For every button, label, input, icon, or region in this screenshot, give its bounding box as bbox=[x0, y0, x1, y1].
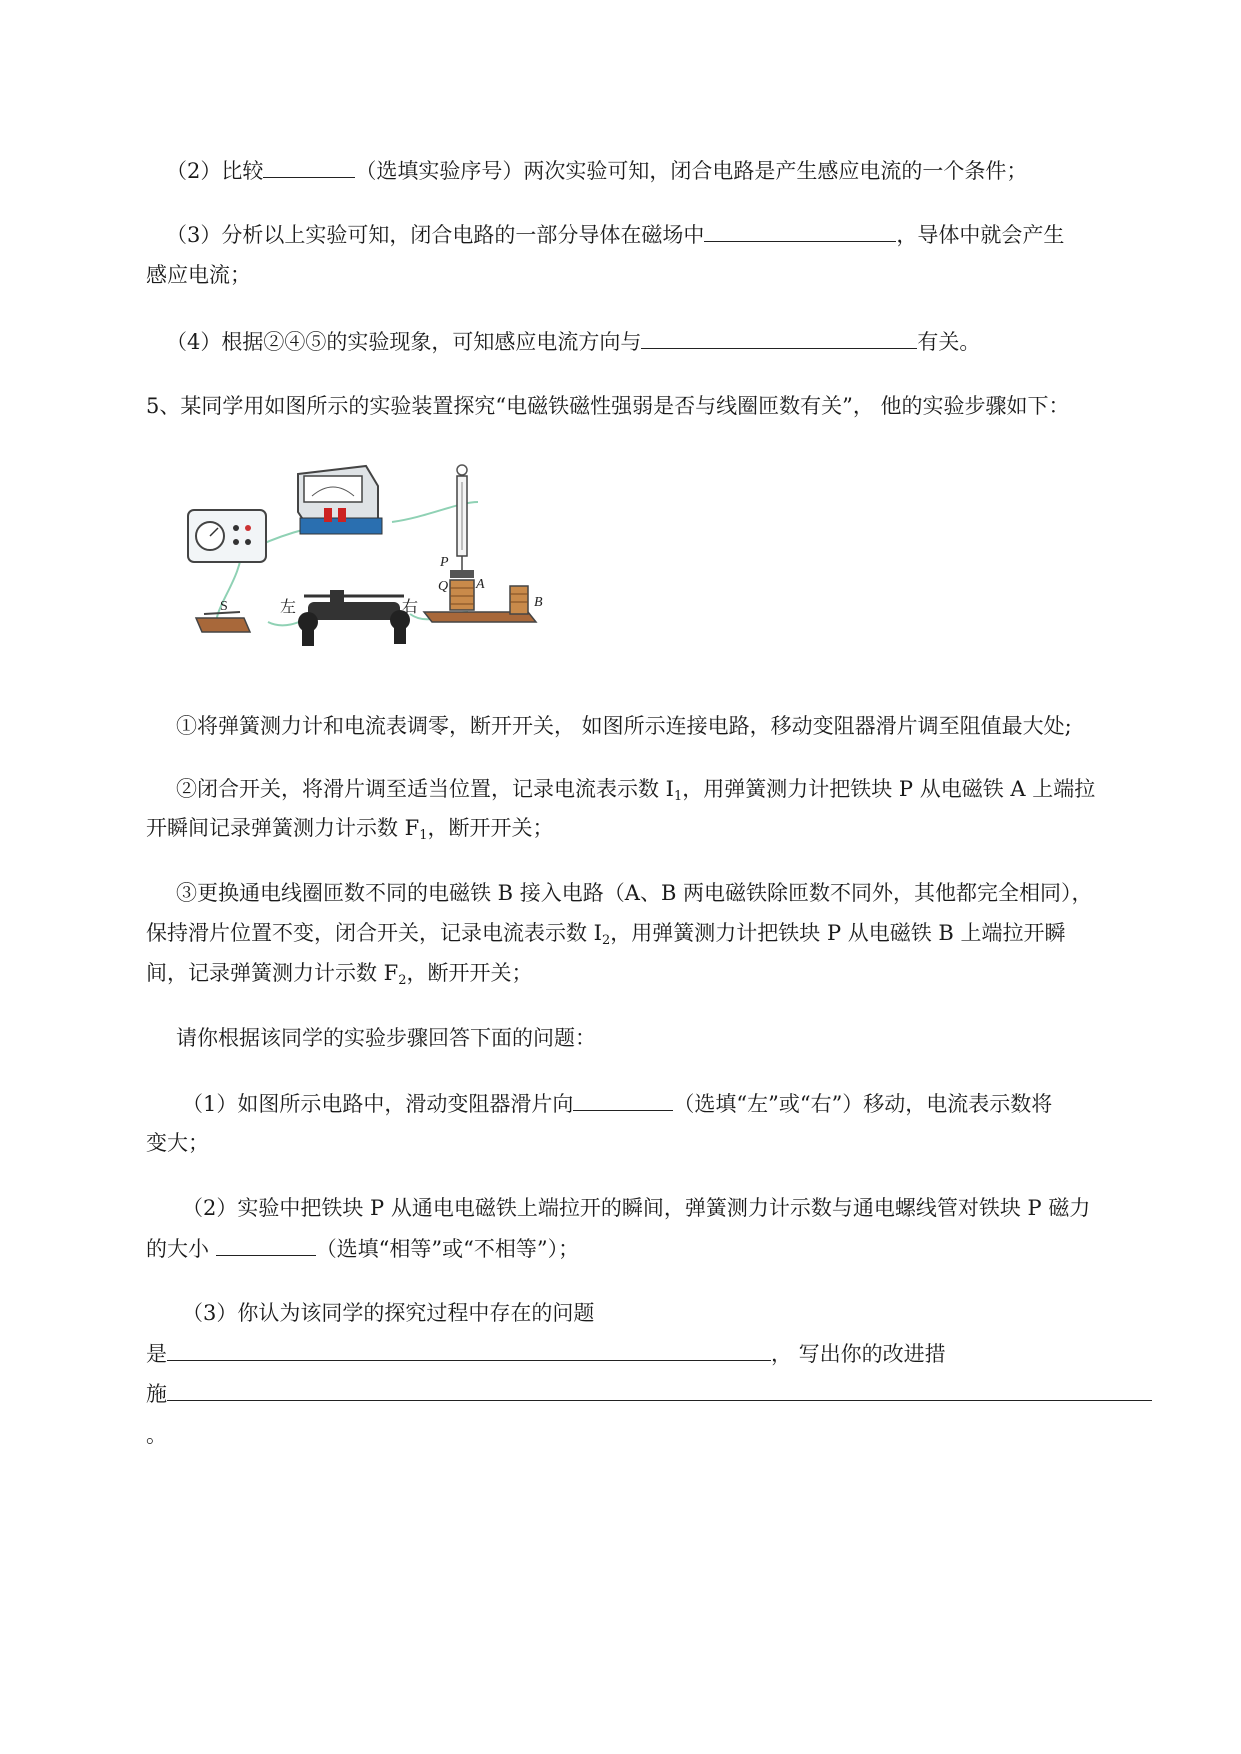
q5-answer1 bbox=[182, 1088, 1052, 1119]
q5-step2-line1 bbox=[176, 774, 1095, 812]
power-supply-icon bbox=[298, 466, 382, 534]
step2-text-c: 开瞬间记录弹簧测力计示数 F bbox=[146, 816, 420, 840]
q5-step3-line2 bbox=[146, 918, 1066, 956]
q5-step2-line2 bbox=[146, 813, 554, 851]
label-left: 左 bbox=[280, 599, 297, 616]
q4-part3-suffix: ，导体中就会产生 bbox=[896, 223, 1065, 247]
ammeter-icon bbox=[188, 510, 266, 562]
a2-prefix: 的大小 bbox=[146, 1237, 216, 1261]
electromagnet-b-icon bbox=[510, 586, 528, 614]
label-q: Q bbox=[438, 579, 449, 594]
step2-text-a: ②闭合开关，将滑片调至适当位置，记录电流表示数 I bbox=[176, 777, 674, 801]
q5-answer2-line2 bbox=[146, 1233, 579, 1264]
a1-prefix: （1）如图所示电路中，滑动变阻器滑片向 bbox=[182, 1092, 574, 1116]
label-a: A bbox=[476, 577, 485, 592]
q5-answer3-line3 bbox=[146, 1378, 1152, 1409]
q5-answer2-line1: （2）实验中把铁块 P 从通电电磁铁上端拉开的瞬间，弹簧测力计示数与通电螺线管对铁块 P 磁力 bbox=[182, 1196, 1091, 1220]
q4-part2 bbox=[166, 155, 1027, 186]
step3-text-c: 间，记录弹簧测力计示数 F bbox=[146, 961, 399, 985]
q4-part4 bbox=[166, 326, 980, 357]
q4-part4-prefix: （4）根据②④⑤的实验现象，可知感应电流方向与 bbox=[166, 330, 642, 354]
q5-intro: 5、某同学用如图所示的实验装置探究“电磁铁磁性强弱是否与线圈匝数有关”， 他的实验步骤如下： bbox=[146, 394, 1070, 418]
answer-blank[interactable] bbox=[263, 155, 355, 178]
q4-part3 bbox=[166, 219, 1064, 250]
answer-blank[interactable] bbox=[573, 1088, 673, 1111]
label-p: P bbox=[440, 555, 449, 570]
rheostat-icon bbox=[298, 590, 410, 646]
a3-mid: ， 写出你的改进措 bbox=[771, 1342, 946, 1366]
answer-blank[interactable] bbox=[704, 219, 896, 242]
answer-blank[interactable] bbox=[167, 1338, 771, 1361]
q5-answer3-line1: （3）你认为该同学的探究过程中存在的问题 bbox=[182, 1301, 595, 1325]
q4-part4-suffix: 有关。 bbox=[917, 330, 981, 354]
step3-sub-1: 2 bbox=[601, 933, 611, 948]
switch-icon bbox=[196, 612, 250, 632]
step3-sub-2: 2 bbox=[398, 973, 407, 988]
q5-ask: 请你根据该同学的实验步骤回答下面的问题： bbox=[176, 1026, 596, 1050]
q4-part2-suffix: （选填实验序号）两次实验可知，闭合电路是产生感应电流的一个条件； bbox=[355, 159, 1028, 183]
a1-suffix: （选填“左”或“右”）移动，电流表示数将 bbox=[673, 1092, 1053, 1116]
label-b: B bbox=[534, 595, 543, 610]
step2-sub-1: 1 bbox=[673, 789, 683, 804]
q5-step3-line1: ③更换通电线圈匝数不同的电磁铁 B 接入电路（A、B 两电磁铁除匝数不同外，其他都完全相同）， bbox=[176, 881, 1093, 905]
q4-part3-line2: 感应电流； bbox=[146, 263, 251, 287]
answer-blank[interactable] bbox=[641, 326, 917, 349]
spring-scale-icon bbox=[450, 465, 474, 578]
step2-text-b: ，用弹簧测力计把铁块 P 从电磁铁 A 上端拉 bbox=[682, 777, 1096, 801]
label-s: S bbox=[220, 599, 228, 614]
q5-answer3-end: 。 bbox=[146, 1423, 167, 1447]
step3-text-b: ，用弹簧测力计把铁块 P 从电磁铁 B 上端拉开瞬 bbox=[610, 921, 1066, 945]
q4-part3-prefix: （3）分析以上实验可知，闭合电路的一部分导体在磁场中 bbox=[166, 223, 705, 247]
step3-text-d: ，断开开关； bbox=[406, 961, 533, 985]
step2-text-d: ，断开开关； bbox=[427, 816, 554, 840]
apparatus-figure bbox=[178, 462, 610, 678]
step3-text-a: 保持滑片位置不变，闭合开关，记录电流表示数 I bbox=[146, 921, 602, 945]
a2-suffix: （选填“相等”或“不相等”）； bbox=[315, 1237, 580, 1261]
q5-step3-line3 bbox=[146, 958, 533, 996]
a3-prefix2: 施 bbox=[146, 1382, 167, 1406]
answer-blank[interactable] bbox=[216, 1233, 316, 1256]
q5-step1: ①将弹簧测力计和电流表调零，断开开关， 如图所示连接电路，移动变阻器滑片调至阻值最大处; bbox=[176, 714, 1072, 738]
a3-prefix: 是 bbox=[146, 1342, 167, 1366]
answer-blank[interactable] bbox=[167, 1378, 1152, 1401]
q4-part2-prefix: （2）比较 bbox=[166, 159, 264, 183]
q5-answer1-line2: 变大； bbox=[146, 1131, 209, 1155]
step2-sub-2: 1 bbox=[419, 828, 428, 843]
q5-answer3-line2 bbox=[146, 1338, 946, 1369]
label-right: 右 bbox=[402, 599, 419, 616]
